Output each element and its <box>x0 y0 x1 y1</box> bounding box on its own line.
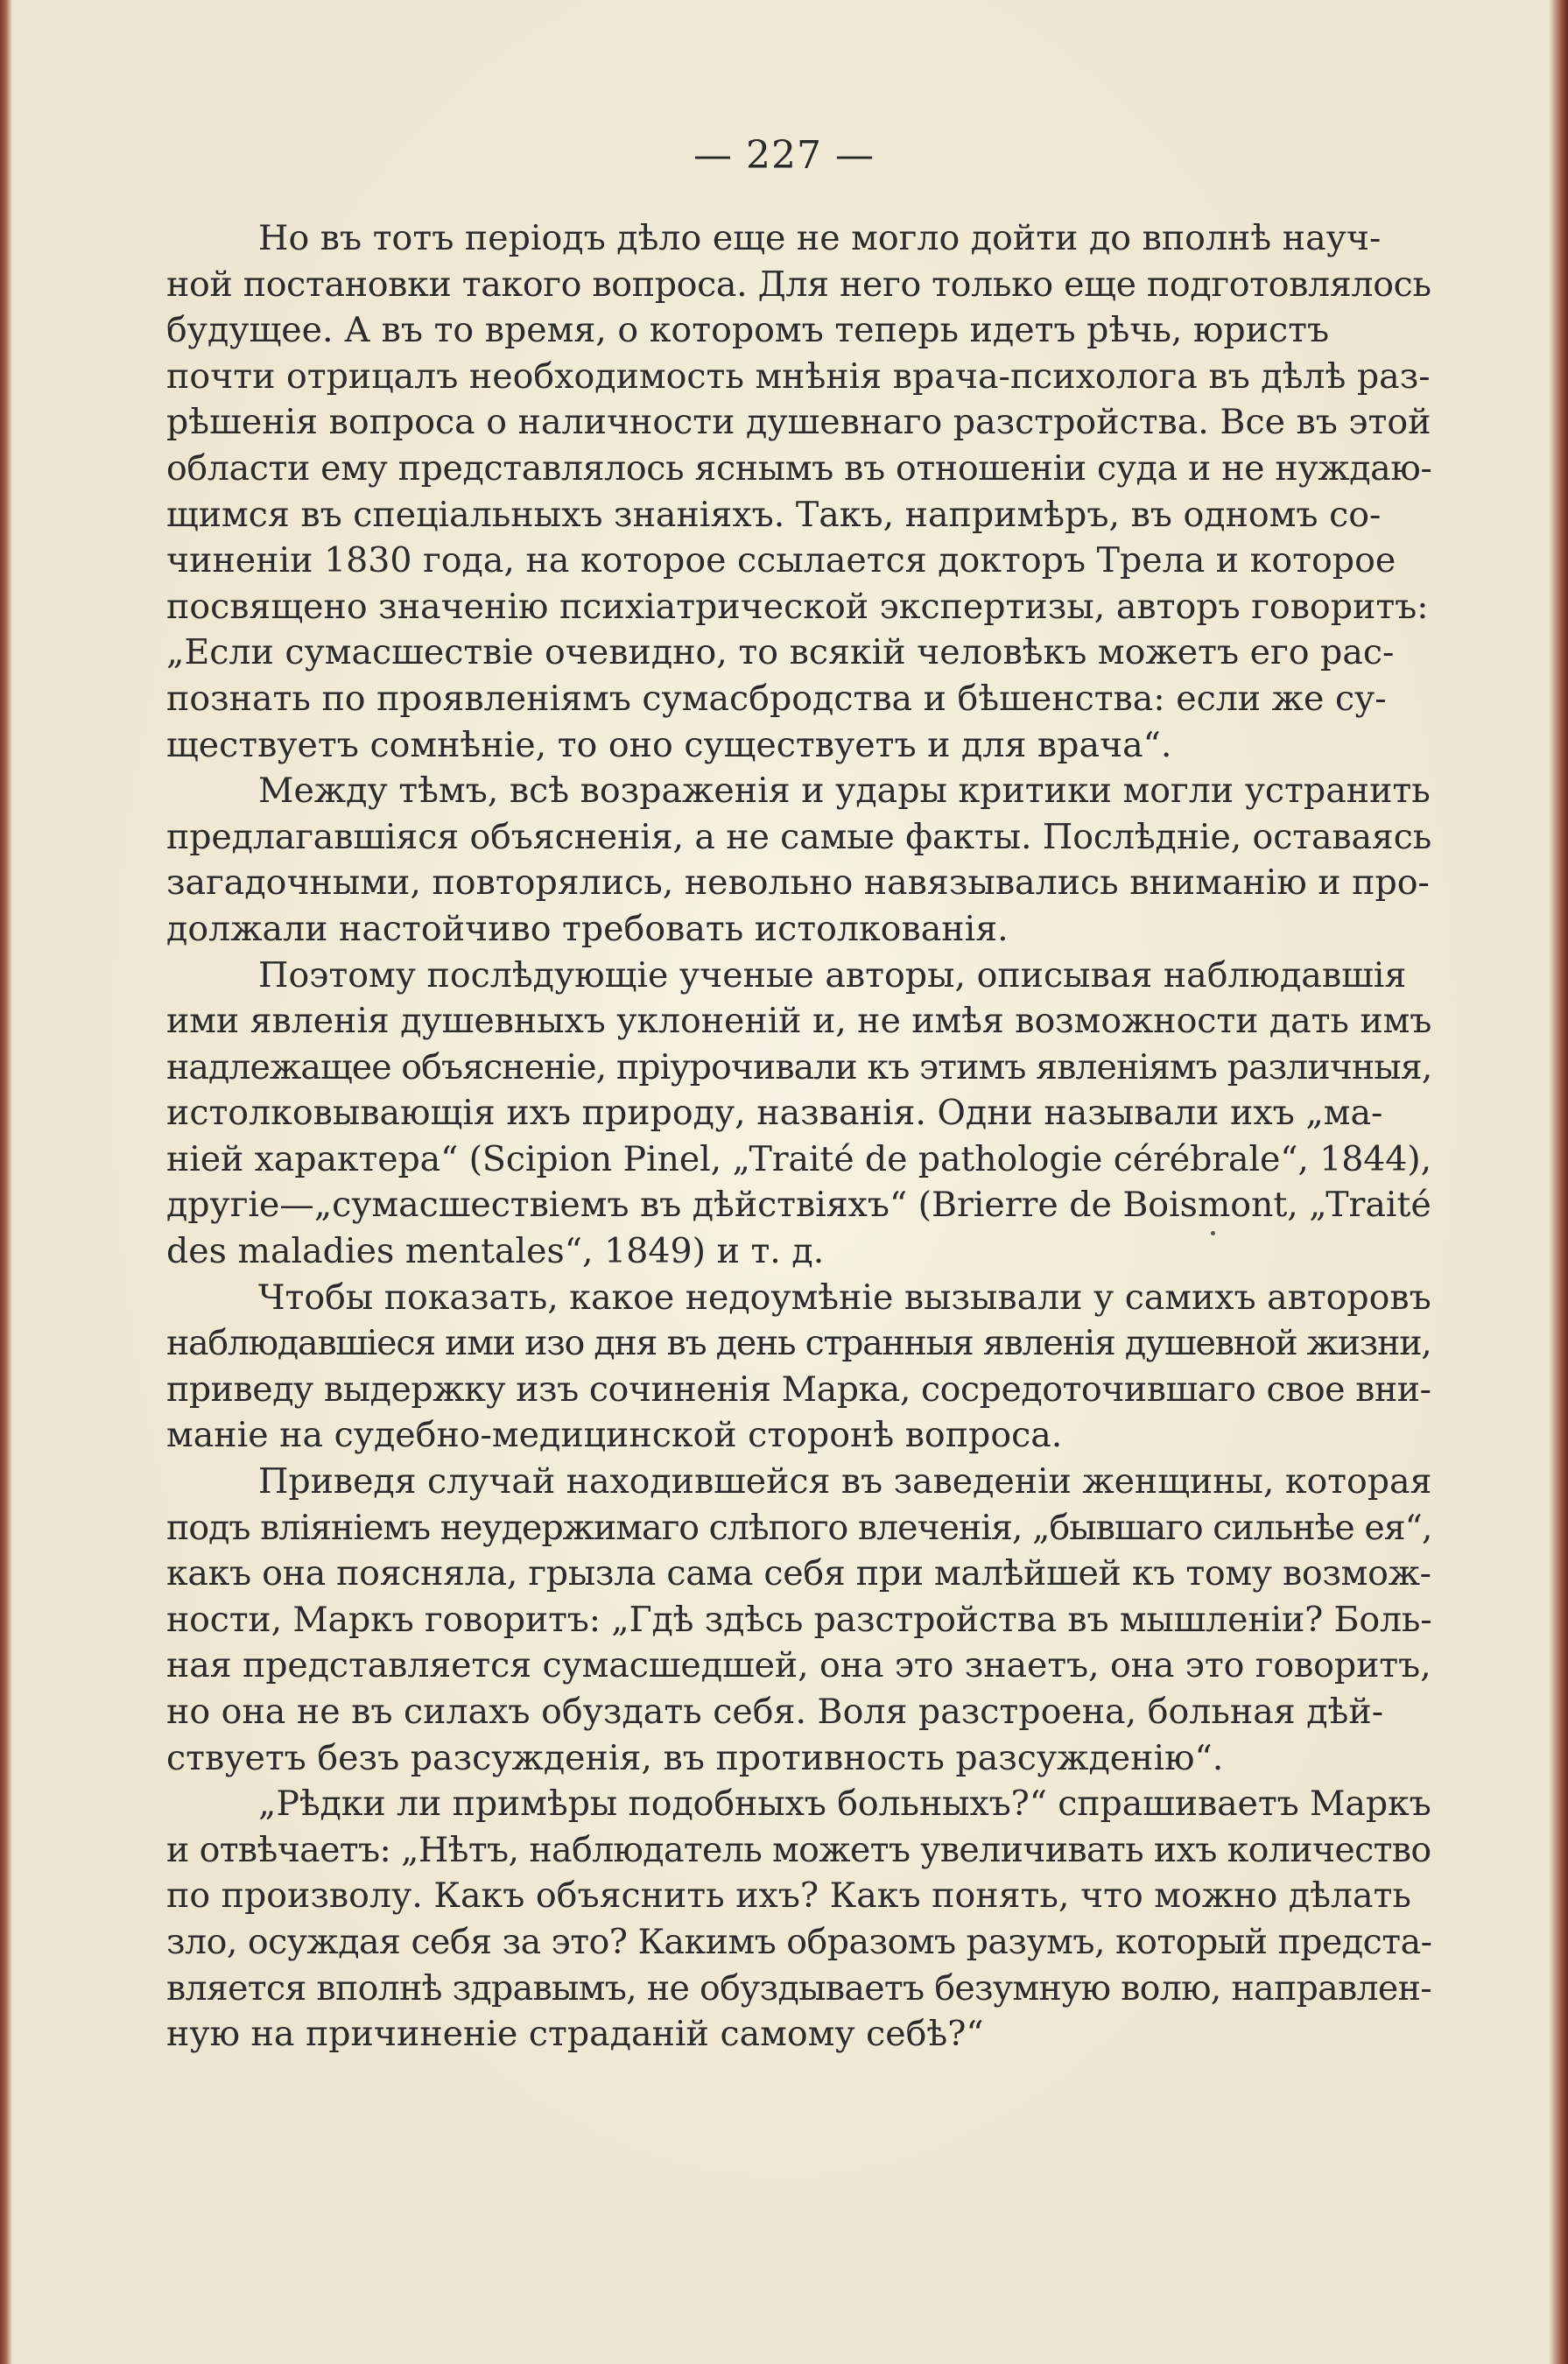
page-number: — 227 — <box>693 133 875 178</box>
text-line: чиненіи 1830 года, на которое ссылается докторъ Трела и которое <box>166 540 1396 581</box>
text-line: какъ она поясняла, грызла сама себя при малѣйшей къ тому возмож- <box>166 1553 1431 1594</box>
text-line: посвящено значенію психіатрической экспертизы, авторъ говоритъ: <box>166 586 1429 627</box>
text-line: загадочными, повторялись, невольно навязывались вниманію и про- <box>166 862 1430 904</box>
text-line: предлагавшіяся объясненія, а не самые факты. Послѣдніе, оставаясь <box>166 816 1431 857</box>
text-line: ности, Маркъ говоритъ: „Гдѣ здѣсь разстройства въ мышленіи? Боль- <box>166 1599 1431 1640</box>
text-line: зло, осуждая себя за это? Какимъ образомъ разумъ, который предста- <box>166 1921 1431 1962</box>
text-line: Приведя случай находившейся въ заведеніи женщины, которая <box>258 1461 1431 1502</box>
ink-speck <box>1211 1231 1215 1235</box>
page-edge-right <box>1549 0 1568 2364</box>
paragraph <box>166 1275 1431 1459</box>
text-line: надлежащее объясненіе, пріурочивали къ этимъ явленіямъ различныя, <box>166 1046 1431 1087</box>
text-line: Поэтому послѣдующіе ученые авторы, описывая наблюдавшія <box>258 954 1407 996</box>
paragraph <box>166 768 1431 952</box>
paragraph <box>166 953 1431 1275</box>
text-line: ная представляется сумасшедшей, она это знаетъ, она это говоритъ, <box>166 1645 1431 1686</box>
text-line: щимся въ спеціальныхъ знаніяхъ. Такъ, напримѣръ, въ одномъ со- <box>166 494 1382 535</box>
text-line: ніей характера“ (Scipion Pinel, „Traité de pathologie cérébrale“, 1844), <box>166 1138 1431 1179</box>
text-line: будущее. А въ то время, о которомъ теперь идетъ рѣчь, юристъ <box>166 310 1330 351</box>
text-line: по произволу. Какъ объяснить ихъ? Какъ понять, что можно дѣлать <box>166 1875 1411 1917</box>
text-line: приведу выдержку изъ сочиненія Марка, сосредоточившаго свое вни- <box>166 1368 1431 1410</box>
text-line: и отвѣчаетъ: „Нѣтъ, наблюдатель можетъ увеличивать ихъ количество <box>166 1829 1431 1870</box>
text-line: подъ вліяніемъ неудержимаго слѣпого влеченія, „бывшаго сильнѣе ея“, <box>166 1507 1431 1548</box>
text-line: ную на причиненіе страданій самому себѣ?“ <box>166 2014 984 2055</box>
body-text <box>166 215 1431 2058</box>
text-line: ной постановки такого вопроса. Для него только еще подготовлялось <box>166 264 1431 305</box>
page-edge-left <box>0 0 12 2364</box>
text-line: познать по проявленіямъ сумасбродства и бѣшенства: если же су- <box>166 678 1387 719</box>
text-line: рѣшенія вопроса о наличности душевнаго разстройства. Все въ этой <box>166 402 1431 443</box>
paragraph <box>166 1459 1431 1781</box>
text-line: но она не въ силахъ обуздать себя. Воля разстроена, больная дѣй- <box>166 1692 1384 1732</box>
text-line: Чтобы показать, какое недоумѣніе вызывали у самихъ авторовъ <box>258 1277 1431 1318</box>
text-line: Но въ тотъ періодъ дѣло еще не могло дойти до вполнѣ науч- <box>258 218 1382 258</box>
paragraph <box>166 1781 1431 2058</box>
text-line: области ему представлялось яснымъ въ отношеніи суда и не нуждаю- <box>166 447 1431 489</box>
text-line: должали настойчиво требовать истолкованія. <box>166 908 1009 949</box>
text-line: почти отрицалъ необходимость мнѣнія врача-психолога въ дѣлѣ раз- <box>166 355 1431 397</box>
text-line: „Рѣдки ли примѣры подобныхъ больныхъ?“ спрашиваетъ Маркъ <box>258 1784 1431 1825</box>
text-line: des maladies mentales“, 1849) и т. д. <box>166 1231 825 1272</box>
text-line: ществуетъ сомнѣніе, то оно существуетъ и для врача“. <box>166 724 1172 765</box>
paragraph <box>166 215 1431 768</box>
text-line: вляется вполнѣ здравымъ, не обуздываетъ безумную волю, направлен- <box>166 1967 1431 2009</box>
text-line: маніе на судебно-медицинской сторонѣ вопроса. <box>166 1415 1063 1456</box>
text-line: ствуетъ безъ разсужденія, въ противность разсужденію“. <box>166 1737 1224 1778</box>
text-line: Между тѣмъ, всѣ возраженія и удары критики могли устранить <box>258 770 1431 812</box>
text-line: ими явленія душевныхъ уклоненій и, не имѣя возможности дать имъ <box>166 1001 1431 1042</box>
text-line: „Если сумасшествіе очевидно, то всякій человѣкъ можетъ его рас- <box>166 632 1395 673</box>
text-line: другіе—„сумасшествіемъ въ дѣйствіяхъ“ (Brierre de Boismont, „Traité <box>166 1185 1431 1226</box>
text-line: наблюдавшіеся ими изо дня въ день странныя явленія душевной жизни, <box>166 1323 1431 1364</box>
text-line: истолковывающія ихъ природу, названія. Одни называли ихъ „ма- <box>166 1093 1383 1134</box>
